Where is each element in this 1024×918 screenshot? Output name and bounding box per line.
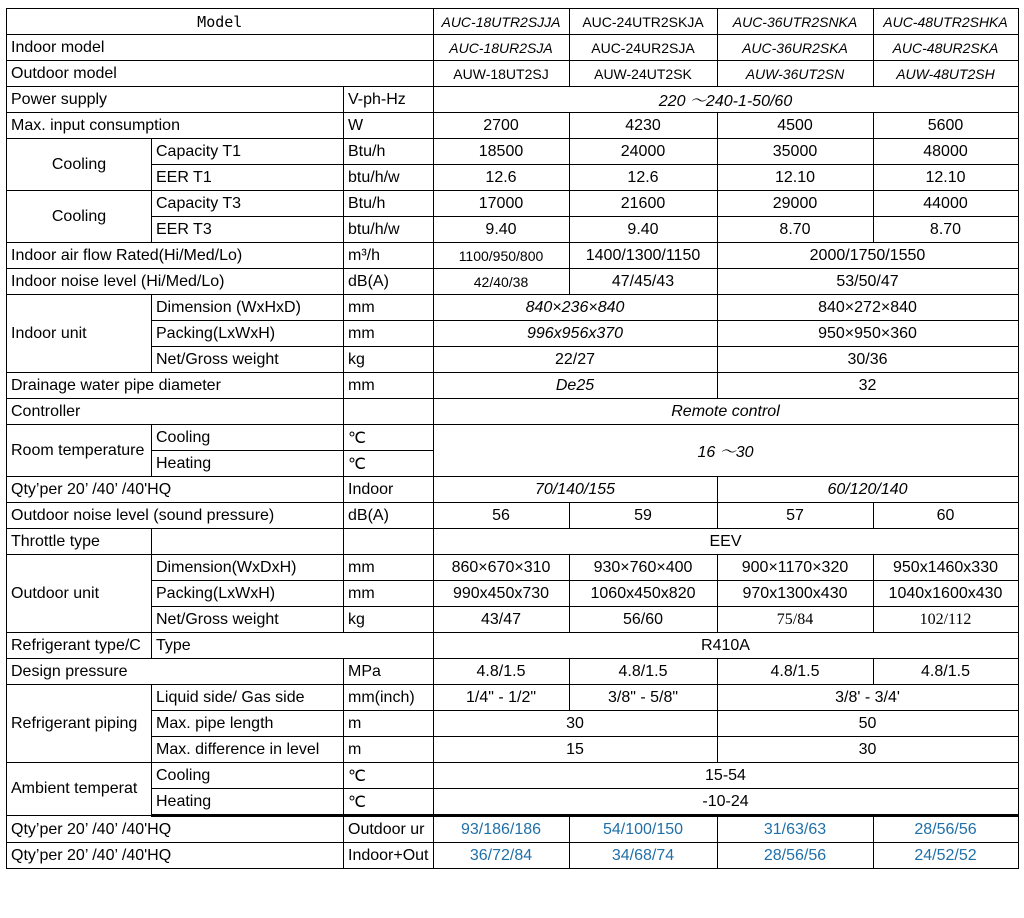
qty-outdoor-2: 54/100/150 (569, 816, 717, 843)
eer-t3-unit: btu/h/w (344, 217, 434, 243)
ambient-cooling-row (7, 763, 1019, 789)
power-unit: V-ph-Hz (344, 87, 434, 113)
outdoor-noise-3: 57 (717, 503, 873, 529)
indoor-noise-2: 47/45/43 (569, 269, 717, 295)
room-temp-cool-label: Cooling (152, 425, 344, 451)
outdoor-noise-2: 59 (569, 503, 717, 529)
cooling-t1-capacity-row (7, 139, 1019, 165)
model-3: AUC-36UTR2SNKA (717, 9, 873, 35)
model-row (7, 9, 1019, 35)
throttle-row (7, 529, 1019, 555)
pipe-size-unit: mm(inch) (344, 685, 434, 711)
design-pressure-4: 4.8/1.5 (873, 659, 1018, 685)
cap-t1-2: 24000 (569, 139, 717, 165)
level-diff-b: 30 (717, 737, 1018, 763)
room-temp-heat-label: Heating (152, 451, 344, 477)
indoor-unit-group: Indoor unit (7, 295, 152, 373)
throttle-label: Throttle type (7, 529, 152, 555)
qty-outdoor-1: 93/186/186 (433, 816, 569, 843)
airflow-row (7, 243, 1019, 269)
drain-label: Drainage water pipe diameter (7, 373, 344, 399)
pipe-size-label: Liquid side/ Gas side (152, 685, 344, 711)
qty-indoor-a: 70/140/155 (433, 477, 717, 503)
cap-t1-1: 18500 (433, 139, 569, 165)
refrigerant-row (7, 633, 1019, 659)
qty-set-row (7, 843, 1019, 869)
drain-a: De25 (433, 373, 717, 399)
indoor-model-1: AUC-18UR2SJA (433, 35, 569, 61)
airflow-unit: m³/h (344, 243, 434, 269)
level-diff-row (7, 737, 1019, 763)
drain-b: 32 (717, 373, 1018, 399)
throttle-value: EEV (433, 529, 1018, 555)
design-pressure-unit: MPa (344, 659, 434, 685)
outdoor-dim-row (7, 555, 1019, 581)
indoor-pack-unit: mm (344, 321, 434, 347)
ambient-group: Ambient temperat (7, 763, 152, 816)
cap-t1-4: 48000 (873, 139, 1018, 165)
indoor-dim-b: 840×272×840 (717, 295, 1018, 321)
refrigerant-value: R410A (433, 633, 1018, 659)
outdoor-pack-3: 970x1300x430 (717, 581, 873, 607)
outdoor-weight-2: 56/60 (569, 607, 717, 633)
ambient-heating-row (7, 789, 1019, 816)
eer-t1-3: 12.10 (717, 165, 873, 191)
outdoor-dim-4: 950x1460x330 (873, 555, 1018, 581)
qty-set-3: 28/56/56 (717, 843, 873, 869)
eer-t1-label: EER T1 (152, 165, 344, 191)
outdoor-model-1: AUW-18UT2SJ (433, 61, 569, 87)
indoor-weight-label: Net/Gross weight (152, 347, 344, 373)
indoor-noise-34: 53/50/47 (717, 269, 1018, 295)
outdoor-pack-label: Packing(LxWxH) (152, 581, 344, 607)
controller-unit (344, 399, 434, 425)
max-input-label: Max. input consumption (7, 113, 344, 139)
design-pressure-label: Design pressure (7, 659, 344, 685)
indoor-noise-unit: dB(A) (344, 269, 434, 295)
drain-unit: mm (344, 373, 434, 399)
pipe-length-b: 50 (717, 711, 1018, 737)
design-pressure-1: 4.8/1.5 (433, 659, 569, 685)
qty-set-1: 36/72/84 (433, 843, 569, 869)
qty-indoor-label: Qty’per 20’ /40’ /40'HQ (7, 477, 344, 503)
cooling-t3-eer-row (7, 217, 1019, 243)
room-temp-cooling-row (7, 425, 1019, 451)
outdoor-weight-4: 102/112 (873, 607, 1018, 633)
indoor-model-row (7, 35, 1019, 61)
cap-t1-label: Capacity T1 (152, 139, 344, 165)
max-input-unit: W (344, 113, 434, 139)
outdoor-weight-3: 75/84 (717, 607, 873, 633)
outdoor-pack-unit: mm (344, 581, 434, 607)
cooling-t1-eer-row (7, 165, 1019, 191)
indoor-weight-unit: kg (344, 347, 434, 373)
outdoor-noise-4: 60 (873, 503, 1018, 529)
qty-indoor-row (7, 477, 1019, 503)
indoor-model-label: Indoor model (7, 35, 434, 61)
max-input-4: 5600 (873, 113, 1018, 139)
throttle-blank-1 (152, 529, 344, 555)
indoor-model-4: AUC-48UR2SKA (873, 35, 1018, 61)
max-input-3: 4500 (717, 113, 873, 139)
outdoor-weight-row (7, 607, 1019, 633)
indoor-pack-a: 996x956x370 (433, 321, 717, 347)
outdoor-noise-label: Outdoor noise level (sound pressure) (7, 503, 344, 529)
pipe-length-unit: m (344, 711, 434, 737)
controller-row (7, 399, 1019, 425)
outdoor-model-4: AUW-48UT2SH (873, 61, 1018, 87)
eer-t3-1: 9.40 (433, 217, 569, 243)
outdoor-dim-label: Dimension(WxDxH) (152, 555, 344, 581)
eer-t3-3: 8.70 (717, 217, 873, 243)
outdoor-dim-3: 900×1170×320 (717, 555, 873, 581)
design-pressure-2: 4.8/1.5 (569, 659, 717, 685)
room-temp-group: Room temperature (7, 425, 152, 477)
eer-t1-2: 12.6 (569, 165, 717, 191)
qty-set-label: Qty’per 20’ /40’ /40'HQ (7, 843, 344, 869)
cap-t3-4: 44000 (873, 191, 1018, 217)
model-2: AUC-24UTR2SKJA (569, 9, 717, 35)
ambient-cool-value: 15-54 (433, 763, 1018, 789)
model-header: Model (7, 9, 434, 35)
indoor-pack-row (7, 321, 1019, 347)
outdoor-dim-unit: mm (344, 555, 434, 581)
cap-t3-unit: Btu/h (344, 191, 434, 217)
indoor-dim-row (7, 295, 1019, 321)
indoor-dim-unit: mm (344, 295, 434, 321)
cap-t1-3: 35000 (717, 139, 873, 165)
pipe-length-a: 30 (433, 711, 717, 737)
ambient-heat-value: -10-24 (433, 789, 1018, 816)
outdoor-unit-group: Outdoor unit (7, 555, 152, 633)
controller-label: Controller (7, 399, 344, 425)
outdoor-model-2: AUW-24UT2SK (569, 61, 717, 87)
eer-t1-unit: btu/h/w (344, 165, 434, 191)
eer-t3-4: 8.70 (873, 217, 1018, 243)
pipe-size-1: 1/4" - 1/2" (433, 685, 569, 711)
outdoor-pack-row (7, 581, 1019, 607)
indoor-dim-label: Dimension (WxHxD) (152, 295, 344, 321)
cap-t3-1: 17000 (433, 191, 569, 217)
cooling-t1-group: Cooling (7, 139, 152, 191)
outdoor-weight-1: 43/47 (433, 607, 569, 633)
ambient-heat-label: Heating (152, 789, 344, 816)
pipe-length-row (7, 711, 1019, 737)
airflow-34: 2000/1750/1550 (717, 243, 1018, 269)
max-input-row (7, 113, 1019, 139)
qty-indoor-unit: Indoor (344, 477, 434, 503)
outdoor-pack-4: 1040x1600x430 (873, 581, 1018, 607)
cooling-t3-group: Cooling (7, 191, 152, 243)
room-temp-heat-unit: ℃ (344, 451, 434, 477)
power-label: Power supply (7, 87, 344, 113)
indoor-model-3: AUC-36UR2SKA (717, 35, 873, 61)
qty-outdoor-4: 28/56/56 (873, 816, 1018, 843)
outdoor-noise-unit: dB(A) (344, 503, 434, 529)
outdoor-weight-unit: kg (344, 607, 434, 633)
piping-group: Refrigerant piping (7, 685, 152, 763)
max-input-2: 4230 (569, 113, 717, 139)
cap-t3-label: Capacity T3 (152, 191, 344, 217)
qty-set-2: 34/68/74 (569, 843, 717, 869)
outdoor-dim-2: 930×760×400 (569, 555, 717, 581)
indoor-pack-b: 950×950×360 (717, 321, 1018, 347)
power-value: 220 ～240-1-50/60 (433, 87, 1018, 113)
eer-t1-1: 12.6 (433, 165, 569, 191)
drain-row (7, 373, 1019, 399)
eer-t3-label: EER T3 (152, 217, 344, 243)
controller-value: Remote control (433, 399, 1018, 425)
throttle-blank-2 (344, 529, 434, 555)
qty-outdoor-unit: Outdoor ur (344, 816, 434, 843)
ambient-heat-unit: ℃ (344, 789, 434, 816)
level-diff-unit: m (344, 737, 434, 763)
qty-set-unit: Indoor+Out (344, 843, 434, 869)
power-row (7, 87, 1019, 113)
indoor-weight-a: 22/27 (433, 347, 717, 373)
ambient-cool-label: Cooling (152, 763, 344, 789)
ambient-cool-unit: ℃ (344, 763, 434, 789)
indoor-dim-a: 840×236×840 (433, 295, 717, 321)
cap-t3-3: 29000 (717, 191, 873, 217)
model-1: AUC-18UTR2SJJA (433, 9, 569, 35)
qty-set-4: 24/52/52 (873, 843, 1018, 869)
indoor-noise-label: Indoor noise level (Hi/Med/Lo) (7, 269, 344, 295)
design-pressure-row (7, 659, 1019, 685)
outdoor-weight-label: Net/Gross weight (152, 607, 344, 633)
qty-outdoor-3: 31/63/63 (717, 816, 873, 843)
outdoor-dim-1: 860×670×310 (433, 555, 569, 581)
indoor-noise-row (7, 269, 1019, 295)
pipe-size-row (7, 685, 1019, 711)
indoor-pack-label: Packing(LxWxH) (152, 321, 344, 347)
cap-t1-unit: Btu/h (344, 139, 434, 165)
airflow-label: Indoor air flow Rated(Hi/Med/Lo) (7, 243, 344, 269)
refrigerant-label: Refrigerant type/C (7, 633, 152, 659)
outdoor-model-row (7, 61, 1019, 87)
outdoor-model-label: Outdoor model (7, 61, 434, 87)
model-4: AUC-48UTR2SHKA (873, 9, 1018, 35)
eer-t3-2: 9.40 (569, 217, 717, 243)
airflow-1: 1100/950/800 (433, 243, 569, 269)
room-temp-value: 16 ～30 (433, 425, 1018, 477)
level-diff-a: 15 (433, 737, 717, 763)
spec-table (6, 8, 1019, 869)
max-input-1: 2700 (433, 113, 569, 139)
indoor-weight-b: 30/36 (717, 347, 1018, 373)
indoor-model-2: AUC-24UR2SJA (569, 35, 717, 61)
design-pressure-3: 4.8/1.5 (717, 659, 873, 685)
qty-indoor-b: 60/120/140 (717, 477, 1018, 503)
indoor-noise-1: 42/40/38 (433, 269, 569, 295)
outdoor-pack-1: 990x450x730 (433, 581, 569, 607)
cap-t3-2: 21600 (569, 191, 717, 217)
level-diff-label: Max. difference in level (152, 737, 344, 763)
pipe-size-34: 3/8' - 3/4' (717, 685, 1018, 711)
outdoor-noise-row (7, 503, 1019, 529)
qty-outdoor-label: Qty’per 20’ /40’ /40'HQ (7, 816, 344, 843)
qty-outdoor-row (7, 816, 1019, 843)
room-temp-cool-unit: ℃ (344, 425, 434, 451)
outdoor-noise-1: 56 (433, 503, 569, 529)
refrigerant-sub: Type (152, 633, 434, 659)
outdoor-pack-2: 1060x450x820 (569, 581, 717, 607)
cooling-t3-capacity-row (7, 191, 1019, 217)
airflow-2: 1400/1300/1150 (569, 243, 717, 269)
pipe-size-2: 3/8" - 5/8" (569, 685, 717, 711)
pipe-length-label: Max. pipe length (152, 711, 344, 737)
indoor-weight-row (7, 347, 1019, 373)
outdoor-model-3: AUW-36UT2SN (717, 61, 873, 87)
eer-t1-4: 12.10 (873, 165, 1018, 191)
